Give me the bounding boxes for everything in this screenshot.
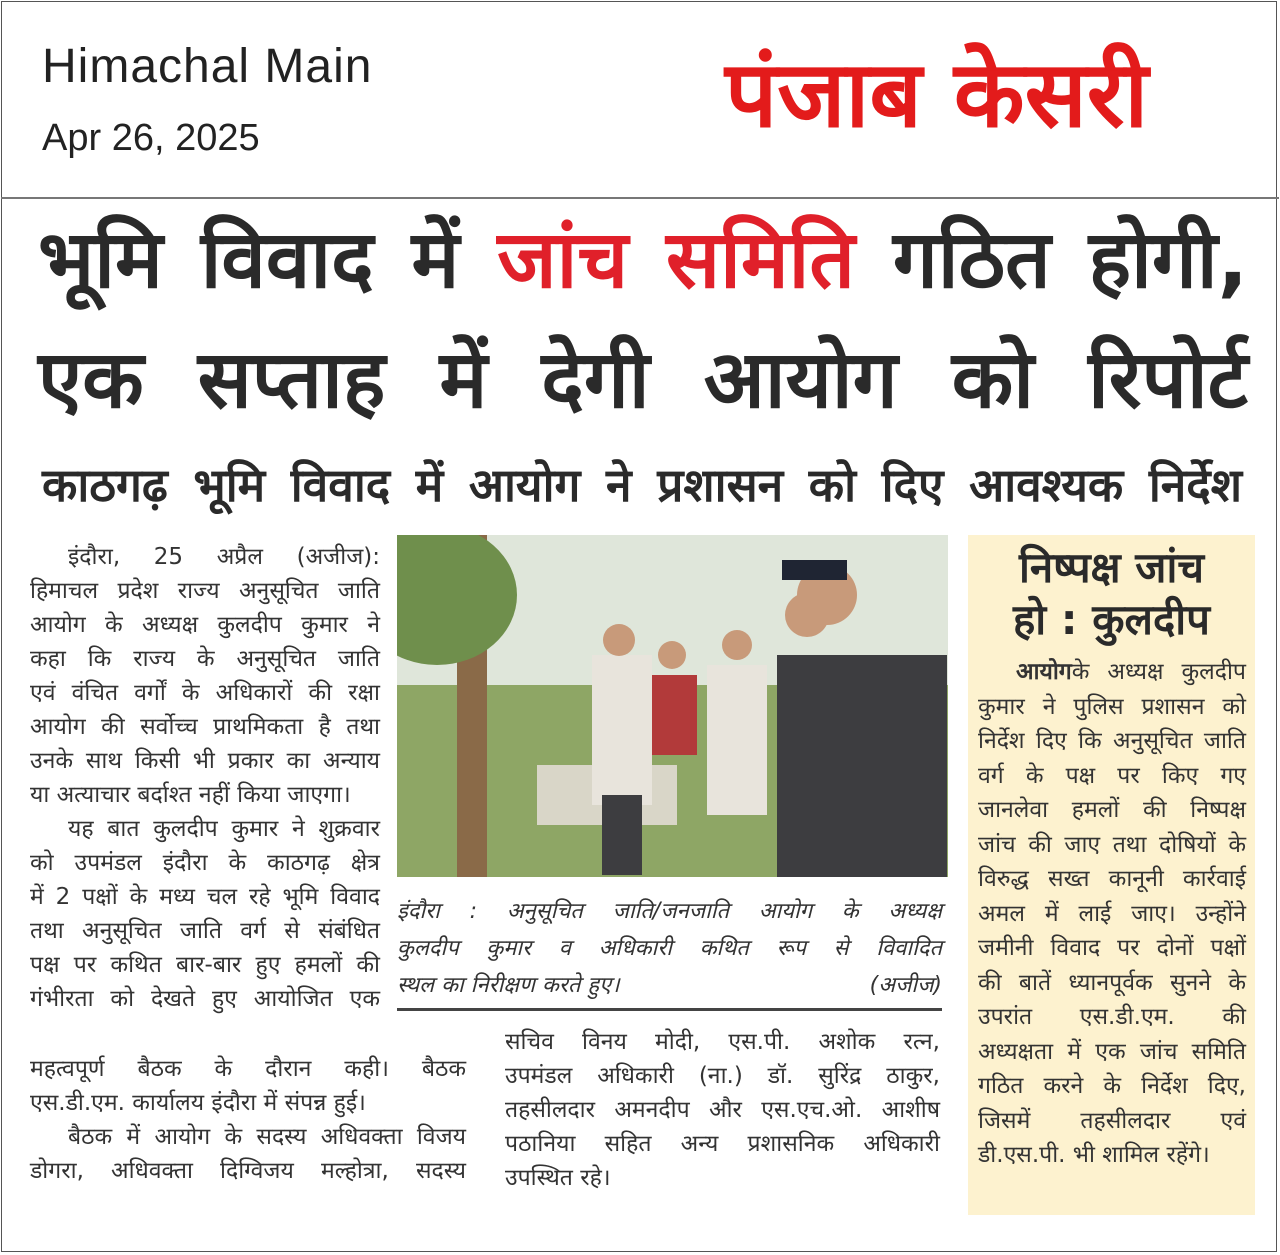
text-line-content: डी.एस.पी. भी शामिल रहेंगे। [978, 1142, 1210, 1168]
text-line [30, 710, 380, 744]
text-line-content: वर्ग के पक्ष पर किए गए [978, 762, 1246, 789]
text-line [978, 724, 1246, 759]
text-line [30, 880, 380, 914]
text-line-content: गठित करने के निर्देश दिए, [978, 1073, 1246, 1099]
text-line-content: डोगरा, अधिवक्ता दिग्विजय मल्होत्रा, सदस्य [30, 1158, 466, 1184]
text-line-content: एवं वंचित वर्गों के अधिकारों की रक्षा [30, 680, 380, 706]
news-photo [397, 535, 948, 877]
text-line [978, 828, 1246, 863]
text-line [978, 1138, 1246, 1173]
text-line-content: हिमाचल प्रदेश राज्य अनुसूचित जाति [30, 578, 380, 604]
photo-credit: (अजीज) [869, 973, 942, 998]
text-line-content: उपस्थित रहे। [505, 1165, 611, 1191]
text-line [30, 948, 380, 982]
text-line-content: पठानिया सहित अन्य प्रशासनिक अधिकारी [505, 1131, 940, 1157]
headline-text: गठित होगी, [854, 213, 1248, 306]
sidebar-title-line-1 [968, 543, 1255, 593]
text-line [505, 1127, 940, 1161]
text-line [30, 540, 380, 574]
text-line [505, 1093, 940, 1127]
headline-text: भूमि विवाद में [38, 213, 498, 306]
subheadline-text: काठगढ़ भूमि विवाद में आयोग ने प्रशासन को दिए आवश्यक निर्देश [42, 458, 1242, 512]
text-line-content: अमल में लाई जाए। उन्होंने [978, 900, 1246, 927]
text-line-content: विरुद्ध सख्त कानूनी कार्रवाई [978, 866, 1246, 892]
text-line [978, 759, 1246, 794]
text-line [30, 846, 380, 880]
article-column-1 [30, 540, 380, 1016]
header-divider [1, 197, 1279, 199]
text-line-content: कुमार ने पुलिस प्रशासन को [978, 693, 1246, 720]
headline-line-2 [38, 330, 1248, 430]
sidebar-title-text: निष्पक्ष जांच [1018, 543, 1205, 592]
text-line [30, 1086, 466, 1120]
caption-line-content: इंदौरा : अनुसूचित जाति/जनजाति आयोग के अध्यक्ष [397, 899, 942, 924]
caption-line-content: कुलदीप कुमार व अधिकारी कथित रूप से विवादित [397, 936, 942, 961]
text-line-content: कहा कि राज्य के अनुसूचित जाति [30, 646, 380, 672]
caption-line-content: स्थल का निरीक्षण करते हुए। [397, 973, 620, 998]
text-line [30, 676, 380, 710]
text-line [978, 897, 1246, 932]
text-line-content: या अत्याचार बर्दाश्त नहीं किया जाएगा। [30, 782, 351, 808]
text-line-content: की बातें ध्यानपूर्वक सुनने के [978, 969, 1246, 996]
text-line [30, 778, 380, 812]
text-line-content: निर्देश दिए कि अनुसूचित जाति [978, 728, 1246, 754]
newspaper-logo [725, 40, 1245, 150]
text-line-content: बैठक में आयोग के सदस्य अधिवक्ता विजय [68, 1124, 466, 1150]
text-line [30, 914, 380, 948]
text-line-content: में 2 पक्षों के मध्य चल रहे भूमि विवाद [30, 884, 380, 910]
text-line [505, 1161, 940, 1195]
text-line [978, 690, 1246, 725]
text-line [505, 1025, 940, 1059]
headline-line-2-text: एक सप्ताह में देगी आयोग को रिपोर्ट [38, 333, 1248, 426]
text-run: के अध्यक्ष कुलदीप [1071, 659, 1246, 685]
text-line [30, 642, 380, 676]
text-line-content: जांच की जाए तथा दोषियों के [978, 831, 1246, 858]
text-line-content: इंदौरा, 25 अप्रैल (अजीज): [68, 544, 380, 570]
text-line-content: आयोग के अध्यक्ष कुलदीप कुमार ने [30, 612, 380, 638]
caption-last-text [397, 967, 858, 1004]
text-line [978, 793, 1246, 828]
text-line-content: जानलेवा हमलों की निष्पक्ष [978, 797, 1246, 823]
text-line [30, 1120, 466, 1154]
sidebar-title-text: हो : कुलदीप [1013, 595, 1210, 644]
photo-caption [397, 893, 942, 1004]
headline-highlight: जांच समिति [497, 213, 855, 306]
text-line-content: सचिव विनय मोदी, एस.पी. अशोक रत्न, [505, 1029, 940, 1055]
text-line [505, 1059, 940, 1093]
text-line-content: आयोग की सर्वोच्च प्राथमिकता है तथा [30, 714, 380, 740]
text-line [978, 966, 1246, 1001]
text-line [30, 574, 380, 608]
text-line-content: एस.डी.एम. कार्यालय इंदौरा में संपन्न हुई। [30, 1090, 366, 1116]
sidebar-title-line-2 [968, 595, 1255, 645]
text-line [30, 982, 380, 1016]
text-line-content: को उपमंडल इंदौरा के काठगढ़ क्षेत्र [30, 850, 380, 876]
text-line [978, 1000, 1246, 1035]
caption-line [397, 893, 942, 930]
text-line [30, 1154, 466, 1188]
text-line [30, 812, 380, 846]
edition-name: Himachal Main [42, 40, 373, 93]
text-line-content: महत्वपूर्ण बैठक के दौरान कही। बैठक [30, 1056, 466, 1082]
text-line [30, 744, 380, 778]
text-line [978, 862, 1246, 897]
text-line-content: पक्ष पर कथित बार-बार हुए हमलों की [30, 952, 380, 978]
text-line [978, 1069, 1246, 1104]
sidebar-body [978, 655, 1246, 1173]
logo-text: पंजाब केसरी [725, 41, 1149, 148]
text-line-content: जमीनी विवाद पर दोनों पक्षों [978, 935, 1246, 961]
text-line-content: गंभीरता को देखते हुए आयोजित एक [30, 986, 380, 1012]
headline-line-1-text [38, 210, 1248, 310]
text-line-content: उपरांत एस.डी.एम. की [978, 1004, 1246, 1030]
subheadline [42, 455, 1242, 515]
article-column-2 [505, 1025, 940, 1195]
text-line-content: यह बात कुलदीप कुमार ने शुक्रवार [68, 816, 380, 842]
article-column-1-continued [30, 1052, 466, 1188]
caption-line [397, 967, 942, 1004]
text-line-content: उपमंडल अधिकारी (ना.) डॉ. सुरिंद्र ठाकुर, [505, 1063, 940, 1089]
headline-line-1 [38, 210, 1248, 310]
text-line-content: अध्यक्षता में एक जांच समिति [978, 1038, 1246, 1065]
text-line [978, 1104, 1246, 1139]
publication-date: Apr 26, 2025 [42, 117, 260, 159]
caption-rule [397, 1008, 942, 1011]
caption-line [397, 930, 942, 967]
photo-illustration [397, 535, 948, 877]
text-line [978, 1035, 1246, 1070]
text-line-content: तथा अनुसूचित जाति वर्ग से संबंधित [30, 918, 380, 944]
text-line-content: जिसमें तहसीलदार एवं [978, 1107, 1246, 1134]
text-line-content: उनके साथ किसी भी प्रकार का अन्याय [30, 748, 380, 774]
text-line [978, 931, 1246, 966]
text-line [30, 1052, 466, 1086]
text-line-content: तहसीलदार अमनदीप और एस.एच.ओ. आशीष [505, 1097, 940, 1123]
sidebar-lead-word: आयोग [1016, 659, 1072, 685]
text-line [30, 608, 380, 642]
text-line [978, 655, 1246, 690]
text-line-content [1016, 655, 1246, 690]
